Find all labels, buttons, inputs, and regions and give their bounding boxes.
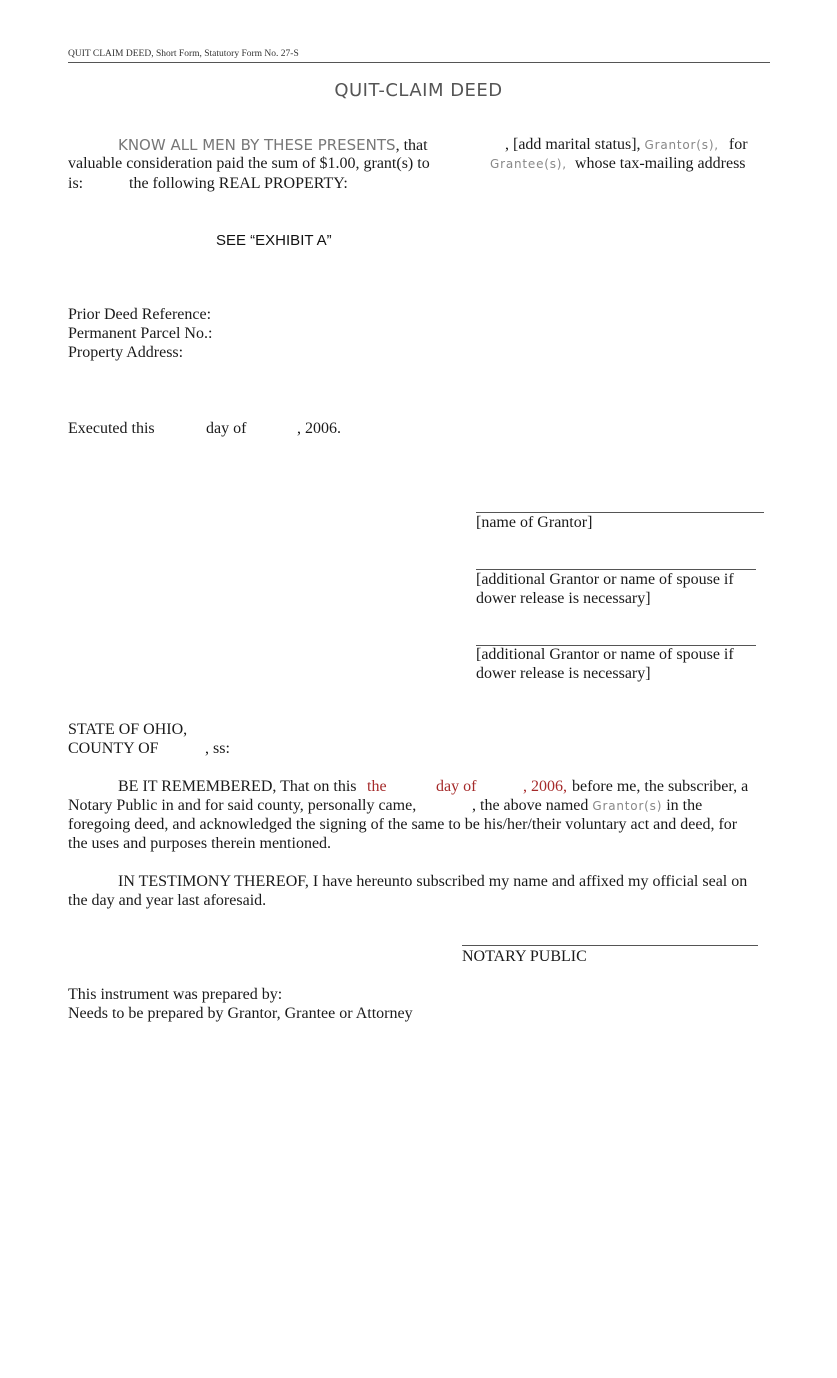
parcel-label: Permanent Parcel No.: xyxy=(68,325,213,342)
in-the-text: in the xyxy=(666,797,703,814)
ack-line2-start: Notary Public in and for said county, personally came, xyxy=(68,797,417,814)
additional-grantor-1-line1: [additional Grantor or name of spouse if xyxy=(476,571,734,588)
grantor-signature-line xyxy=(476,512,764,513)
exhibit-reference: SEE “EXHIBIT A” xyxy=(216,232,332,249)
executed-day-of: day of xyxy=(206,420,247,437)
for-text: for xyxy=(728,136,748,153)
testimony-line2: the day and year last aforesaid. xyxy=(68,892,267,909)
ack-line2-mid xyxy=(472,797,702,815)
ack-line3: foregoing deed, and acknowledged the signing of the same to be his/her/their voluntary act and deed, for xyxy=(68,816,738,833)
ack-year: , 2006, xyxy=(523,778,567,795)
venue-ss: , ss: xyxy=(205,740,230,757)
ack-grantor-word: Grantor(s) xyxy=(592,799,663,813)
prepared-by-label: This instrument was prepared by: xyxy=(68,986,283,1003)
additional-signature-line-1 xyxy=(476,569,756,570)
granting-line-2-start: valuable consideration paid the sum of $1.00, grant(s) to xyxy=(68,155,430,172)
executed-year: , 2006. xyxy=(297,420,341,437)
grantor-name-label: [name of Grantor] xyxy=(476,514,593,531)
ack-line4: the uses and purposes therein mentioned. xyxy=(68,835,332,852)
ack-start: BE IT REMEMBERED, That on this xyxy=(118,778,357,795)
granting-line-3-rest: the following REAL PROPERTY: xyxy=(129,175,348,192)
above-named-text: , the above named xyxy=(472,797,589,814)
granting-line-1-start xyxy=(118,136,428,155)
testimony-line1: IN TESTIMONY THEREOF, I have hereunto subscribed my name and affixed my official seal on xyxy=(118,873,748,890)
ack-the: the xyxy=(367,778,387,795)
that-text: , that xyxy=(395,137,428,154)
additional-grantor-1-line2: dower release is necessary] xyxy=(476,590,651,607)
address-label: Property Address: xyxy=(68,344,184,361)
additional-grantor-2-line1: [additional Grantor or name of spouse if xyxy=(476,646,734,663)
marital-status: , [add marital status], xyxy=(505,136,641,153)
notary-public-label: NOTARY PUBLIC xyxy=(462,948,587,965)
prior-deed-label: Prior Deed Reference: xyxy=(68,306,212,323)
header-rule xyxy=(68,62,770,63)
document-title: QUIT-CLAIM DEED xyxy=(334,80,503,101)
venue-county: COUNTY OF xyxy=(68,740,159,757)
additional-grantor-2-line2: dower release is necessary] xyxy=(476,665,651,682)
granting-line-3-is: is: xyxy=(68,175,84,192)
granting-line-2-end xyxy=(490,155,746,173)
venue-state: STATE OF OHIO, xyxy=(68,721,188,738)
executed-this: Executed this xyxy=(68,420,155,437)
prepared-by-note: Needs to be prepared by Grantor, Grantee or Attorney xyxy=(68,1005,413,1022)
tax-mailing-text: whose tax-mailing address xyxy=(574,155,746,172)
grantor-word: Grantor(s), xyxy=(644,138,719,152)
grantee-word: Grantee(s), xyxy=(490,157,567,171)
ack-day-of: day of xyxy=(436,778,477,795)
ack-line1-end: before me, the subscriber, a xyxy=(572,778,749,795)
form-header: QUIT CLAIM DEED, Short Form, Statutory Form No. 27-S xyxy=(68,49,299,59)
notary-signature-line xyxy=(462,945,758,946)
granting-line-1-end xyxy=(505,136,748,154)
know-all-men: KNOW ALL MEN BY THESE PRESENTS xyxy=(118,136,396,154)
